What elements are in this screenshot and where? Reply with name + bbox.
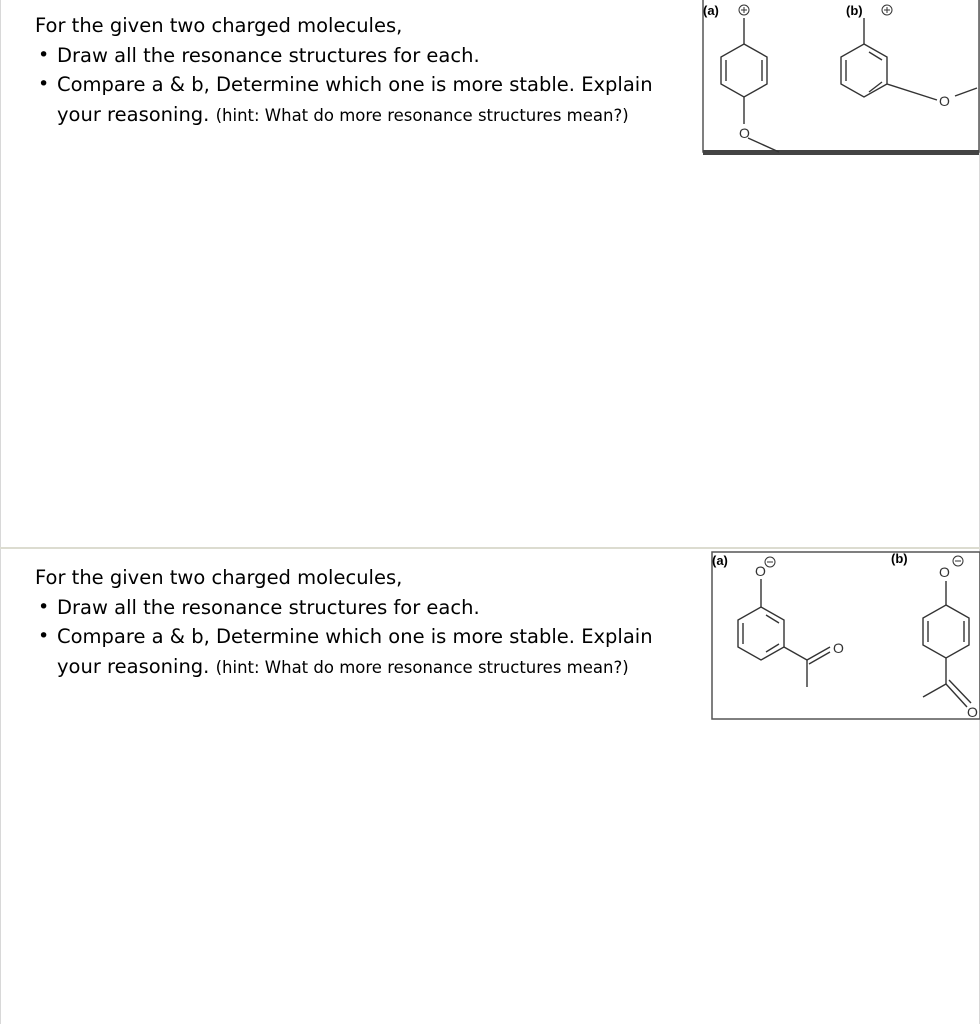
slide-2: [0, 549, 980, 1024]
molecule-b: [841, 5, 977, 100]
label-b: (b): [891, 551, 908, 566]
bullet-item: [35, 70, 675, 130]
charge-icon: [953, 556, 963, 566]
label-a: (a): [703, 3, 719, 18]
molecule-a: [738, 579, 830, 687]
oxygen-a: O: [739, 125, 750, 141]
bullet-icon: •: [38, 595, 50, 618]
question-text: [35, 11, 675, 130]
oxide-oxygen-b: O: [939, 564, 950, 580]
bullet-icon: •: [38, 73, 50, 96]
carbonyl-oxygen-a: O: [833, 640, 844, 656]
bullet-icon: •: [38, 43, 50, 66]
charge-icon: [765, 557, 775, 567]
molecule-b: [923, 581, 971, 707]
bullet-item: [35, 41, 675, 71]
bullet-item: [35, 593, 675, 623]
molecule-figure-cations: [701, 0, 980, 160]
molecule-figure-anions: [709, 549, 980, 724]
carbonyl-oxygen-b: O: [967, 704, 978, 720]
label-b: (b): [846, 3, 863, 18]
bullet-text: Draw all the resonance structures for each.: [57, 43, 480, 67]
bullet-icon: •: [38, 625, 50, 648]
hint-text: (hint: What do more resonance structures mean?): [215, 105, 629, 125]
question-heading: For the given two charged molecules,: [35, 566, 403, 589]
oxide-oxygen-a: O: [755, 563, 766, 579]
bullet-text: Compare a & b, Determine which one is more stable. Explain your reasoning.: [57, 625, 653, 678]
label-a: (a): [712, 553, 728, 568]
question-heading: For the given two charged molecules,: [35, 14, 403, 37]
bullet-item: [35, 622, 675, 682]
question-text: [35, 563, 675, 682]
molecule-a: [721, 5, 779, 152]
question-bullets: [35, 593, 675, 683]
bullet-text: Compare a & b, Determine which one is more stable. Explain your reasoning.: [57, 73, 653, 126]
oxygen-b: O: [939, 93, 950, 109]
question-bullets: [35, 41, 675, 131]
hint-text: (hint: What do more resonance structures mean?): [215, 657, 629, 677]
bullet-text: Draw all the resonance structures for each.: [57, 595, 480, 619]
